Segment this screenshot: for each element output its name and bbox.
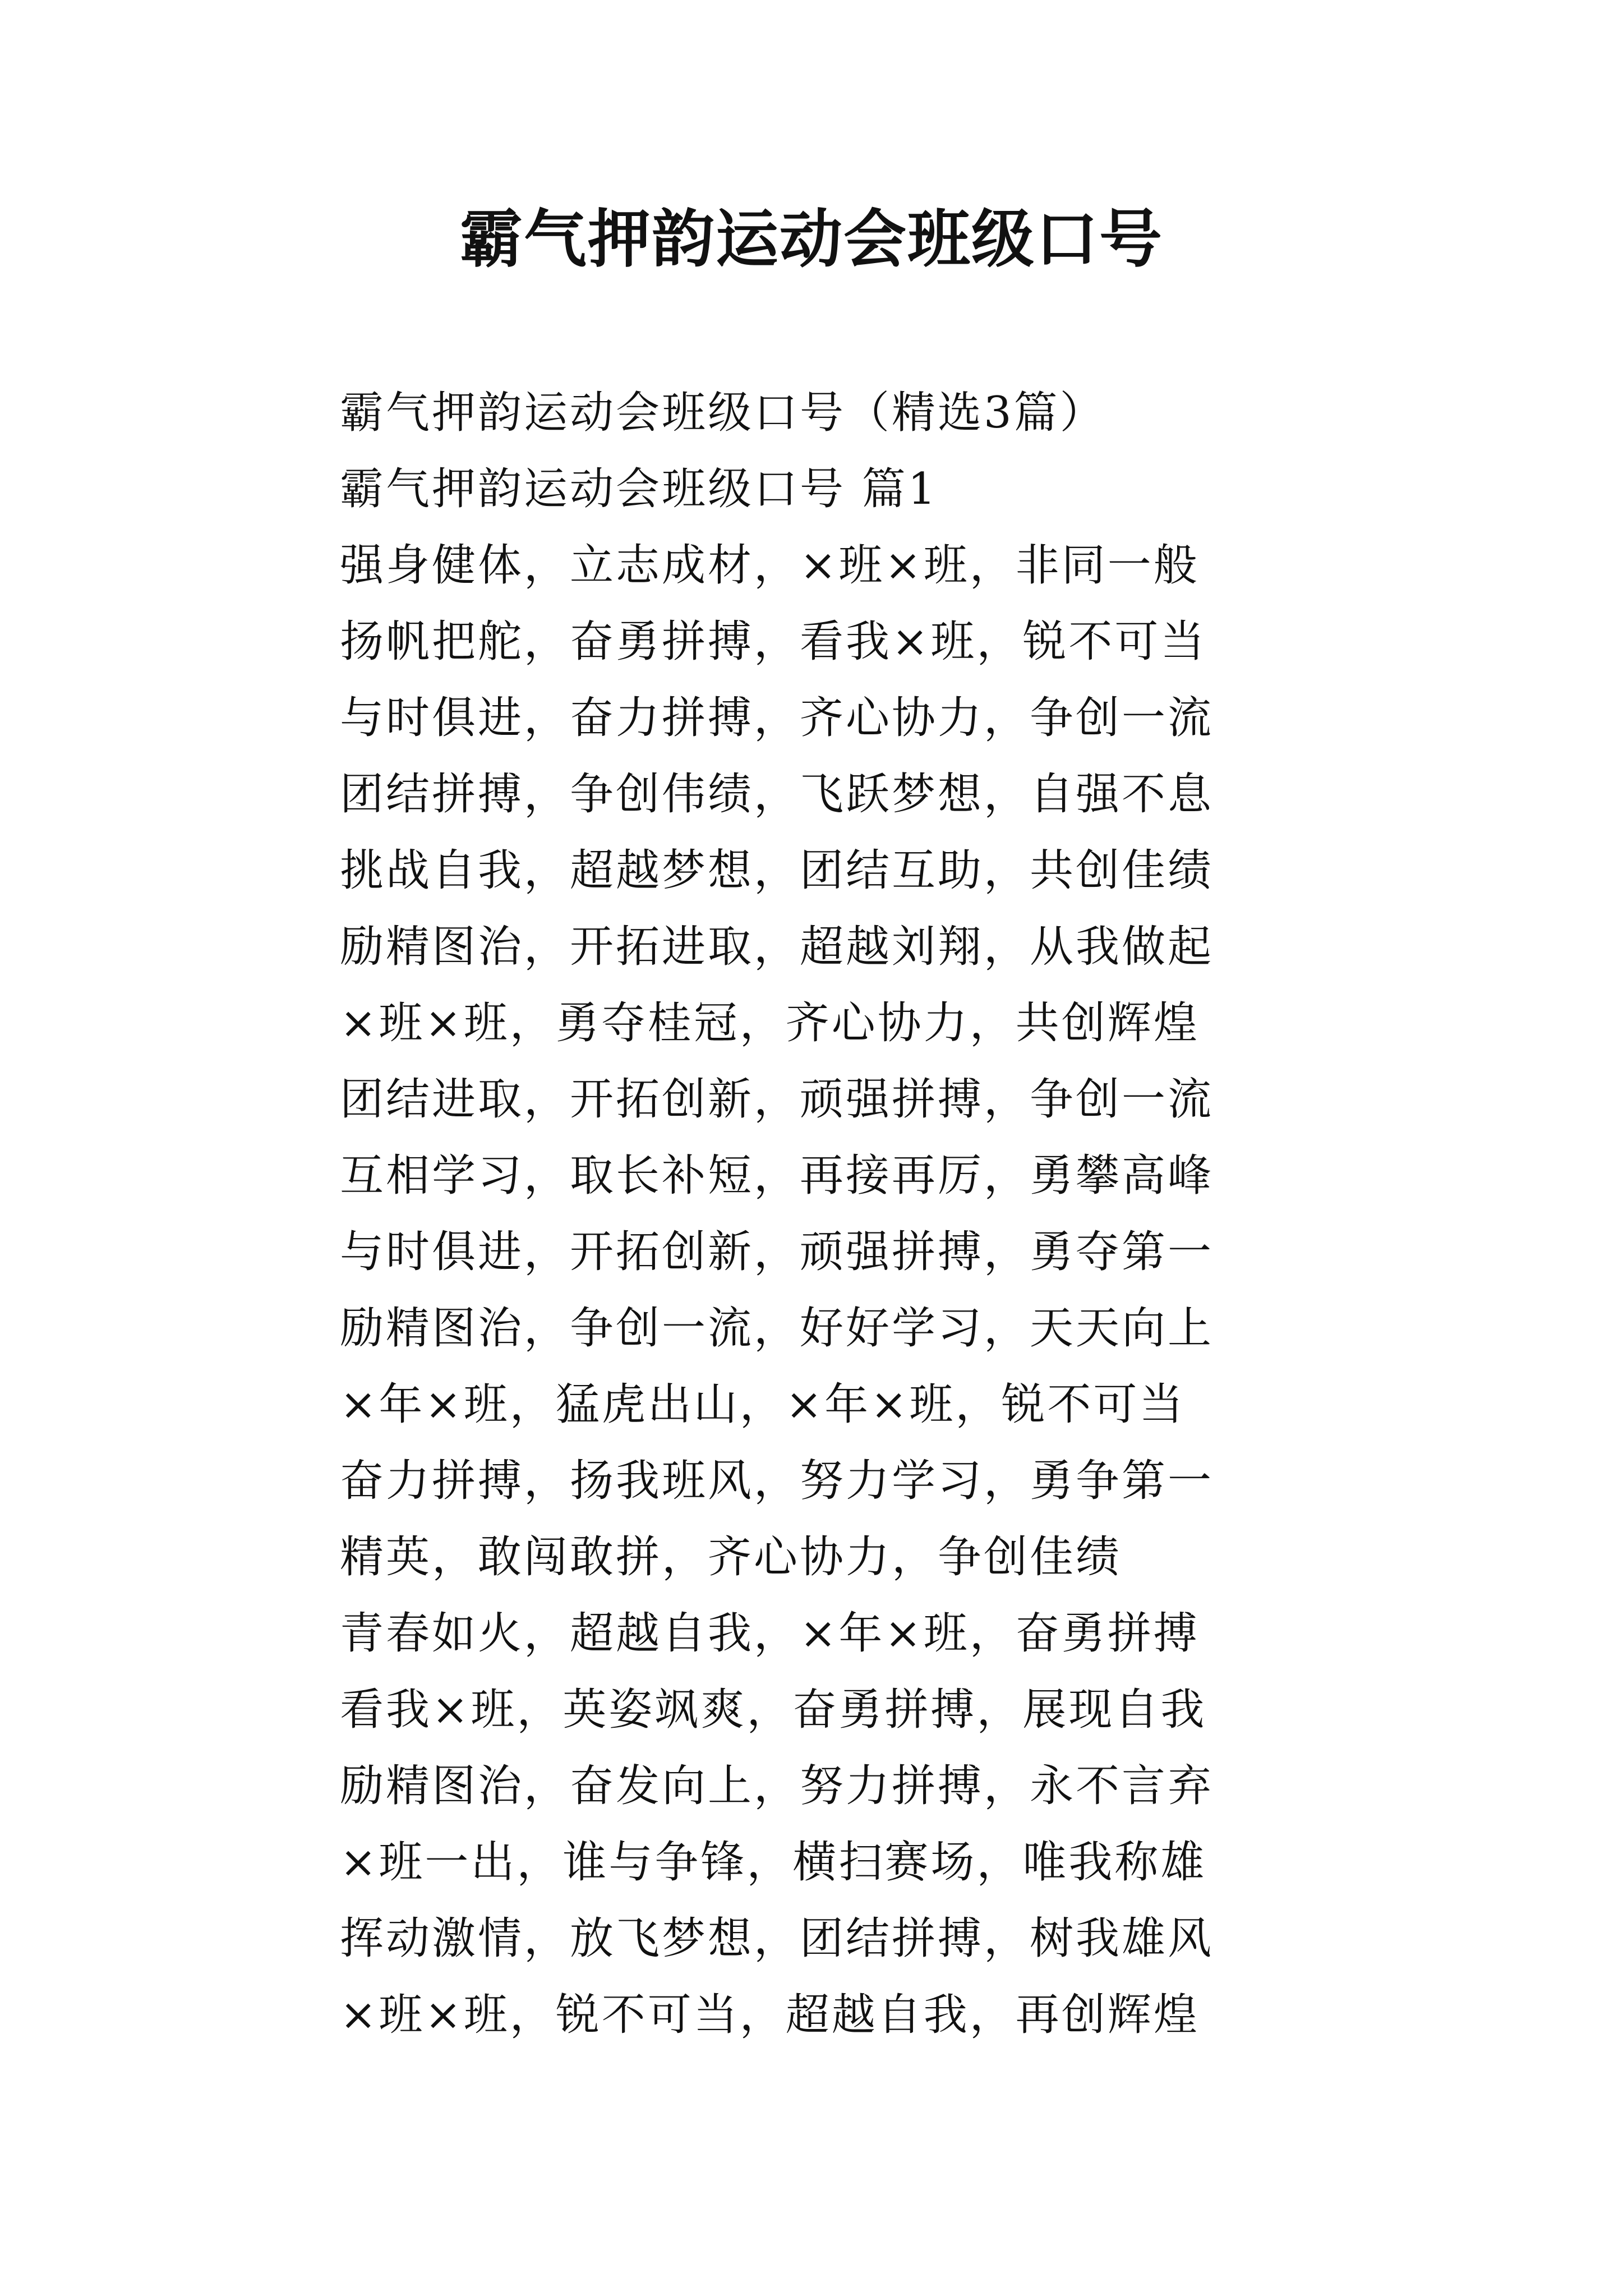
slogan-line: 看我×班，英姿飒爽，奋勇拼搏，展现自我 — [340, 1685, 1207, 1735]
slogan-line: 挥动激情，放飞梦想，团结拼搏，树我雄风 — [340, 1913, 1214, 1964]
slogan-line: 扬帆把舵，奋勇拼搏，看我×班，锐不可当 — [340, 616, 1207, 667]
slogan-line: 与时俱进，奋力拼搏，齐心协力，争创一流 — [340, 693, 1214, 743]
slogan-line: 团结拼搏，争创伟绩，飞跃梦想，自强不息 — [340, 769, 1214, 820]
slogan-line: 团结进取，开拓创新，顽强拼搏，争创一流 — [340, 1074, 1214, 1125]
slogan-line: 强身健体，立志成材，×班×班，非同一般 — [340, 540, 1200, 591]
slogan-line: 青春如火，超越自我，×年×班，奋勇拼搏 — [340, 1608, 1200, 1659]
slogan-line: 奋力拼搏，扬我班风，努力学习，勇争第一 — [340, 1456, 1214, 1506]
slogan-line: ×年×班，猛虎出山，×年×班，锐不可当 — [340, 1379, 1186, 1430]
slogan-line: ×班×班，勇夺桂冠，齐心协力，共创辉煌 — [340, 998, 1200, 1048]
slogan-line: 励精图治，开拓进取，超越刘翔，从我做起 — [340, 922, 1214, 972]
slogan-line: 励精图治，奋发向上，努力拼搏，永不言弃 — [340, 1761, 1214, 1811]
slogan-line: 与时俱进，开拓创新，顽强拼搏，勇夺第一 — [340, 1227, 1214, 1277]
slogan-line: 互相学习，取长补短，再接再厉，勇攀高峰 — [340, 1151, 1214, 1201]
document-title: 霸气押韵运动会班级口号 — [460, 203, 1163, 276]
slogan-line: 励精图治，争创一流，好好学习，天天向上 — [340, 1303, 1214, 1354]
slogan-line: 挑战自我，超越梦想，团结互助，共创佳绩 — [340, 845, 1214, 896]
document-body — [340, 375, 1215, 2053]
slogan-line: ×班一出，谁与争锋，横扫赛场，唯我称雄 — [340, 1837, 1207, 1888]
intro-line: 霸气押韵运动会班级口号（精选3篇） — [340, 388, 1106, 438]
section-heading: 霸气押韵运动会班级口号 篇1 — [340, 464, 938, 514]
slogan-line: ×班×班，锐不可当，超越自我，再创辉煌 — [340, 1990, 1200, 2040]
slogan-line: 精英，敢闯敢拼，齐心协力，争创佳绩 — [340, 1532, 1122, 1582]
